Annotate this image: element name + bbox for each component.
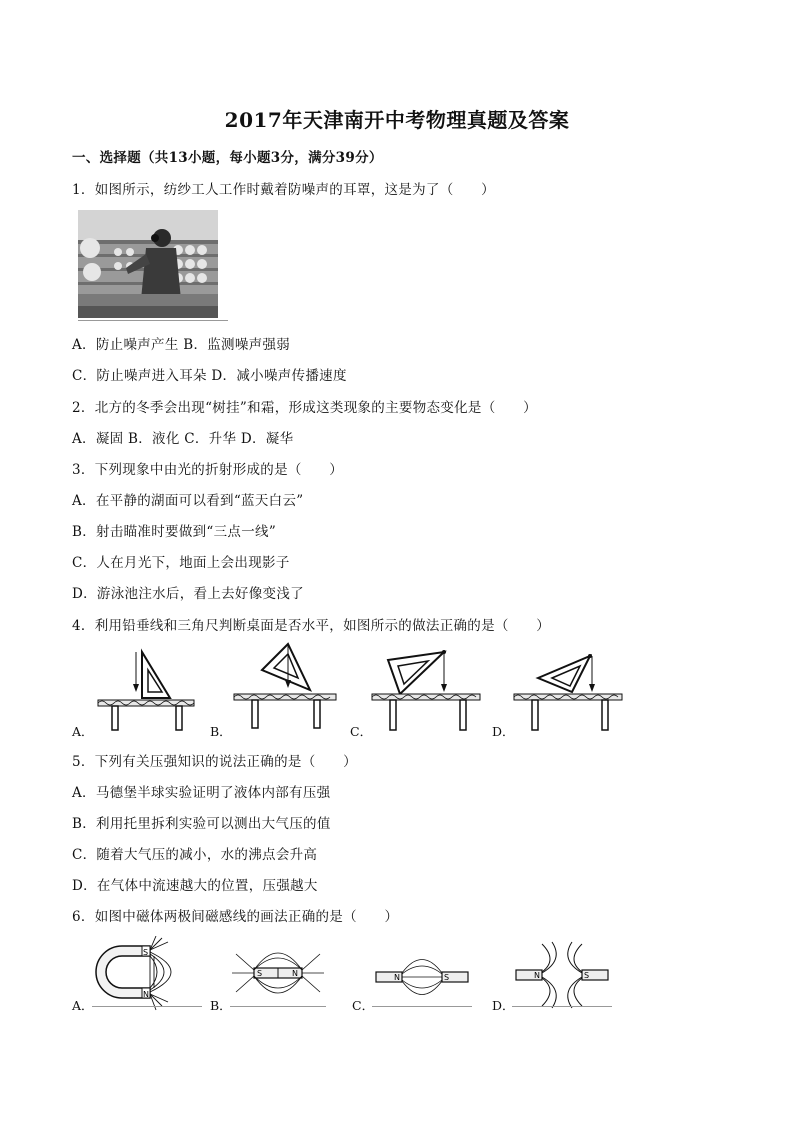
pole-label-s-b: S <box>257 969 263 978</box>
q4-figure-b-label: B． <box>210 724 232 739</box>
question-1-options-line-1: A．防止噪声产生 B．监测噪声强弱 <box>72 337 291 353</box>
magnet-figure-a <box>92 936 202 1012</box>
question-5-stem: 5．下列有关压强知识的说法正确的是（ ） <box>72 754 357 770</box>
magnet-figure-d <box>512 940 612 1010</box>
pole-label-n-c: N <box>394 973 400 982</box>
question-5-option-c: C．随着大气压的减小，水的沸点会升高 <box>72 847 318 863</box>
magnet-figure-c <box>372 944 472 1010</box>
pole-label-n: N <box>143 990 149 999</box>
q4-figure-c-label: C． <box>350 724 373 739</box>
question-5-option-a: A．马德堡半球实验证明了液体内部有压强 <box>72 785 331 801</box>
question-2-stem: 2．北方的冬季会出现“树挂”和霜，形成这类现象的主要物态变化是（ ） <box>72 400 537 416</box>
figure-b-baseline <box>230 1006 326 1007</box>
question-5-option-b: B．利用托里拆利实验可以测出大气压的值 <box>72 816 331 832</box>
figure-d-baseline <box>512 1006 612 1007</box>
level-figure-c <box>370 648 482 732</box>
level-figure-d <box>512 648 624 732</box>
question-3-option-b: B．射击瞄准时要做到“三点一线” <box>72 524 277 540</box>
q6-figure-a-label: A． <box>72 998 94 1013</box>
pole-label-s: S <box>143 948 149 957</box>
figure-a-baseline <box>92 1006 202 1007</box>
question-5-option-d: D．在气体中流速越大的位置，压强越大 <box>72 878 318 894</box>
photo-baseline <box>78 320 228 321</box>
question-2-options: A．凝固 B．液化 C．升华 D．凝华 <box>72 431 294 447</box>
question-3-stem: 3．下列现象中由光的折射形成的是（ ） <box>72 462 344 478</box>
pole-label-n-b: N <box>292 969 298 978</box>
pole-label-s-d: S <box>584 971 590 980</box>
question-3-option-c: C．人在月光下，地面上会出现影子 <box>72 555 290 571</box>
q4-figure-a-label: A． <box>72 724 94 739</box>
level-figure-a <box>96 640 196 732</box>
question-3-option-d: D．游泳池注水后，看上去好像变浅了 <box>72 586 304 602</box>
q6-figure-c-label: C． <box>352 998 375 1013</box>
q4-figure-d-label: D． <box>492 724 515 739</box>
question-4-stem: 4．利用铅垂线和三角尺判断桌面是否水平，如图所示的做法正确的是（ ） <box>72 618 551 634</box>
page-title: 2017年天津南开中考物理真题及答案 <box>224 108 570 132</box>
factory-worker-photo <box>78 210 218 318</box>
question-3-option-a: A．在平静的湖面可以看到“蓝天白云” <box>72 493 304 509</box>
question-1-options-line-2: C．防止噪声进入耳朵 D．减小噪声传播速度 <box>72 368 347 384</box>
question-1-stem: 1．如图所示，纺纱工人工作时戴着防噪声的耳罩，这是为了（ ） <box>72 182 495 198</box>
pole-label-s-c: S <box>444 973 450 982</box>
pole-label-n-d: N <box>534 971 540 980</box>
question-6-stem: 6．如图中磁体两极间磁感线的画法正确的是（ ） <box>72 909 399 925</box>
figure-c-baseline <box>372 1006 472 1007</box>
section-heading: 一、选择题（共13小题，每小题3分，满分39分） <box>72 150 383 166</box>
q6-figure-d-label: D． <box>492 998 515 1013</box>
magnet-figure-b <box>230 936 326 1012</box>
level-figure-b <box>232 640 340 732</box>
q6-figure-b-label: B． <box>210 998 232 1013</box>
